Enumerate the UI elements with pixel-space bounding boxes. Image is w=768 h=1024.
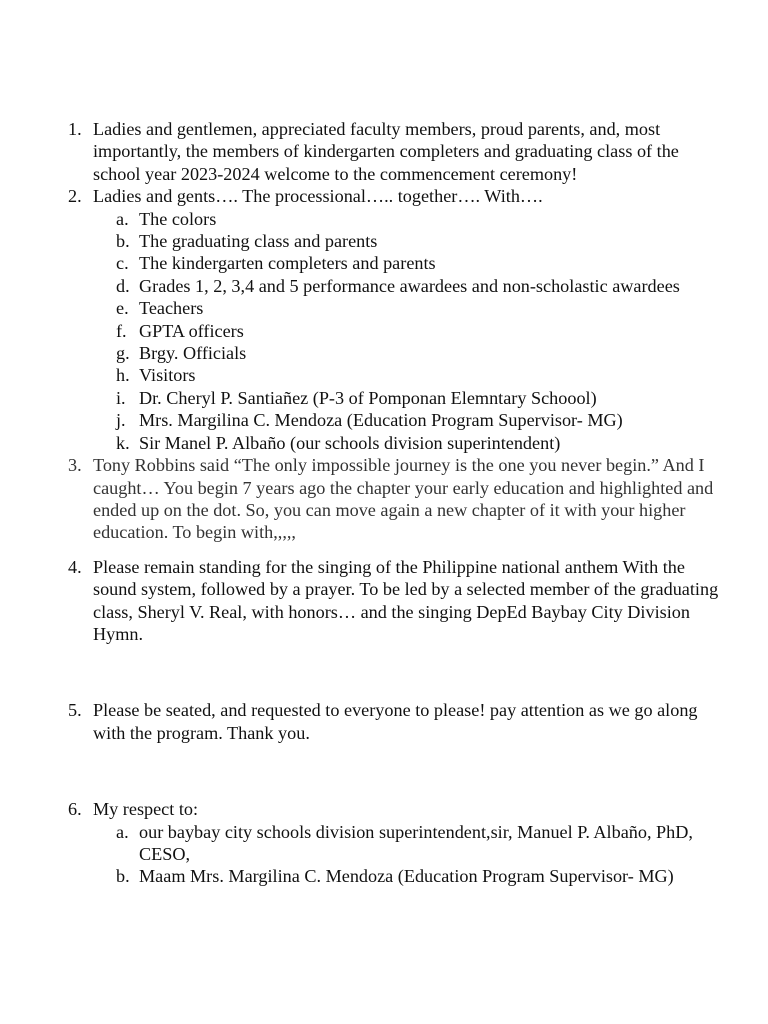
processional-sublist (93, 208, 728, 454)
sub-item-text: The colors (139, 208, 217, 229)
sub-marker: a. (116, 821, 129, 842)
sub-marker: h. (116, 365, 130, 386)
sub-item-text: Maam Mrs. Margilina C. Mendoza (Education Program Supervisor- MG) (139, 866, 674, 887)
list-item-text: Tony Robbins said “The only impossible journey is the one you never begin.” And I caught… You begin 7 years ago the chapter your early education and highlighted and ended up on the dot. So, you can move again a new chapter of it with your higher education. To begin with,,,,, (93, 455, 714, 543)
sub-item-text: The graduating class and parents (139, 231, 378, 252)
list-marker: 2. (68, 186, 82, 207)
sub-item (93, 230, 728, 252)
sub-item (93, 342, 728, 364)
sub-item-text: Mrs. Margilina C. Mendoza (Education Program Supervisor- MG) (139, 410, 623, 431)
sub-marker: i. (116, 387, 126, 408)
sub-marker: e. (116, 298, 129, 319)
list-item-5 (0, 699, 728, 744)
list-item-text: Please be seated, and requested to everyone to please! pay attention as we go along with the program. Thank you. (93, 700, 698, 743)
sub-item-text: Teachers (139, 298, 204, 319)
sub-item-text: Visitors (139, 365, 196, 386)
sub-item-text: our baybay city schools division superintendent,sir, Manuel P. Albaño, PhD, CESO, (139, 821, 693, 864)
list-item-4 (0, 556, 728, 646)
sub-item-text: Dr. Cheryl P. Santiañez (P-3 of Pomponan Elemntary Schoool) (139, 387, 597, 408)
sub-item (93, 821, 728, 866)
list-item-text: Ladies and gentlemen, appreciated faculty members, proud parents, and, most importantly, the members of kindergarten completers and graduating class of the school year 2023-2024 welcome to the commencement ceremony! (93, 119, 679, 184)
list-marker: 1. (68, 119, 82, 139)
sub-item (93, 364, 728, 386)
sub-item (93, 297, 728, 319)
list-marker: 5. (68, 700, 82, 721)
list-item-text: Please remain standing for the singing of the Philippine national anthem With the sound system, followed by a prayer. To be led by a selected member of the graduating class, Sheryl V. Real, with honors… and the singing DepEd Baybay City Division Hymn. (93, 556, 719, 644)
sub-item-text: The kindergarten completers and parents (139, 253, 436, 274)
sub-marker: b. (116, 866, 130, 887)
sub-item (93, 252, 728, 274)
sub-item (93, 865, 728, 887)
sub-marker: d. (116, 275, 130, 296)
sub-item (93, 409, 728, 431)
list-item-2 (0, 185, 728, 454)
sub-item-text: Sir Manel P. Albaño (our schools division superintendent) (139, 432, 561, 453)
sub-marker: f. (116, 320, 127, 341)
program-list (0, 118, 728, 888)
sub-item (93, 275, 728, 297)
list-item-6 (0, 798, 728, 888)
sub-item (93, 432, 728, 454)
respect-sublist (93, 821, 728, 888)
sub-item-text: GPTA officers (139, 320, 244, 341)
sub-marker: c. (116, 253, 129, 274)
list-marker: 3. (68, 455, 82, 476)
sub-item (93, 208, 728, 230)
sub-item (93, 320, 728, 342)
list-item-3 (0, 454, 728, 544)
sub-marker: b. (116, 231, 130, 252)
sub-marker: a. (116, 208, 129, 229)
list-marker: 4. (68, 556, 82, 577)
list-item-text: My respect to: (93, 799, 199, 820)
list-item-1 (0, 118, 728, 185)
list-item-text: Ladies and gents…. The processional….. together…. With…. (93, 186, 543, 207)
sub-marker: k. (116, 432, 130, 453)
sub-item-text: Brgy. Officials (139, 343, 247, 364)
sub-item-text: Grades 1, 2, 3,4 and 5 performance awardees and non-scholastic awardees (139, 275, 680, 296)
list-marker: 6. (68, 799, 82, 820)
sub-marker: j. (116, 410, 126, 431)
sub-item (93, 387, 728, 409)
sub-marker: g. (116, 343, 130, 364)
